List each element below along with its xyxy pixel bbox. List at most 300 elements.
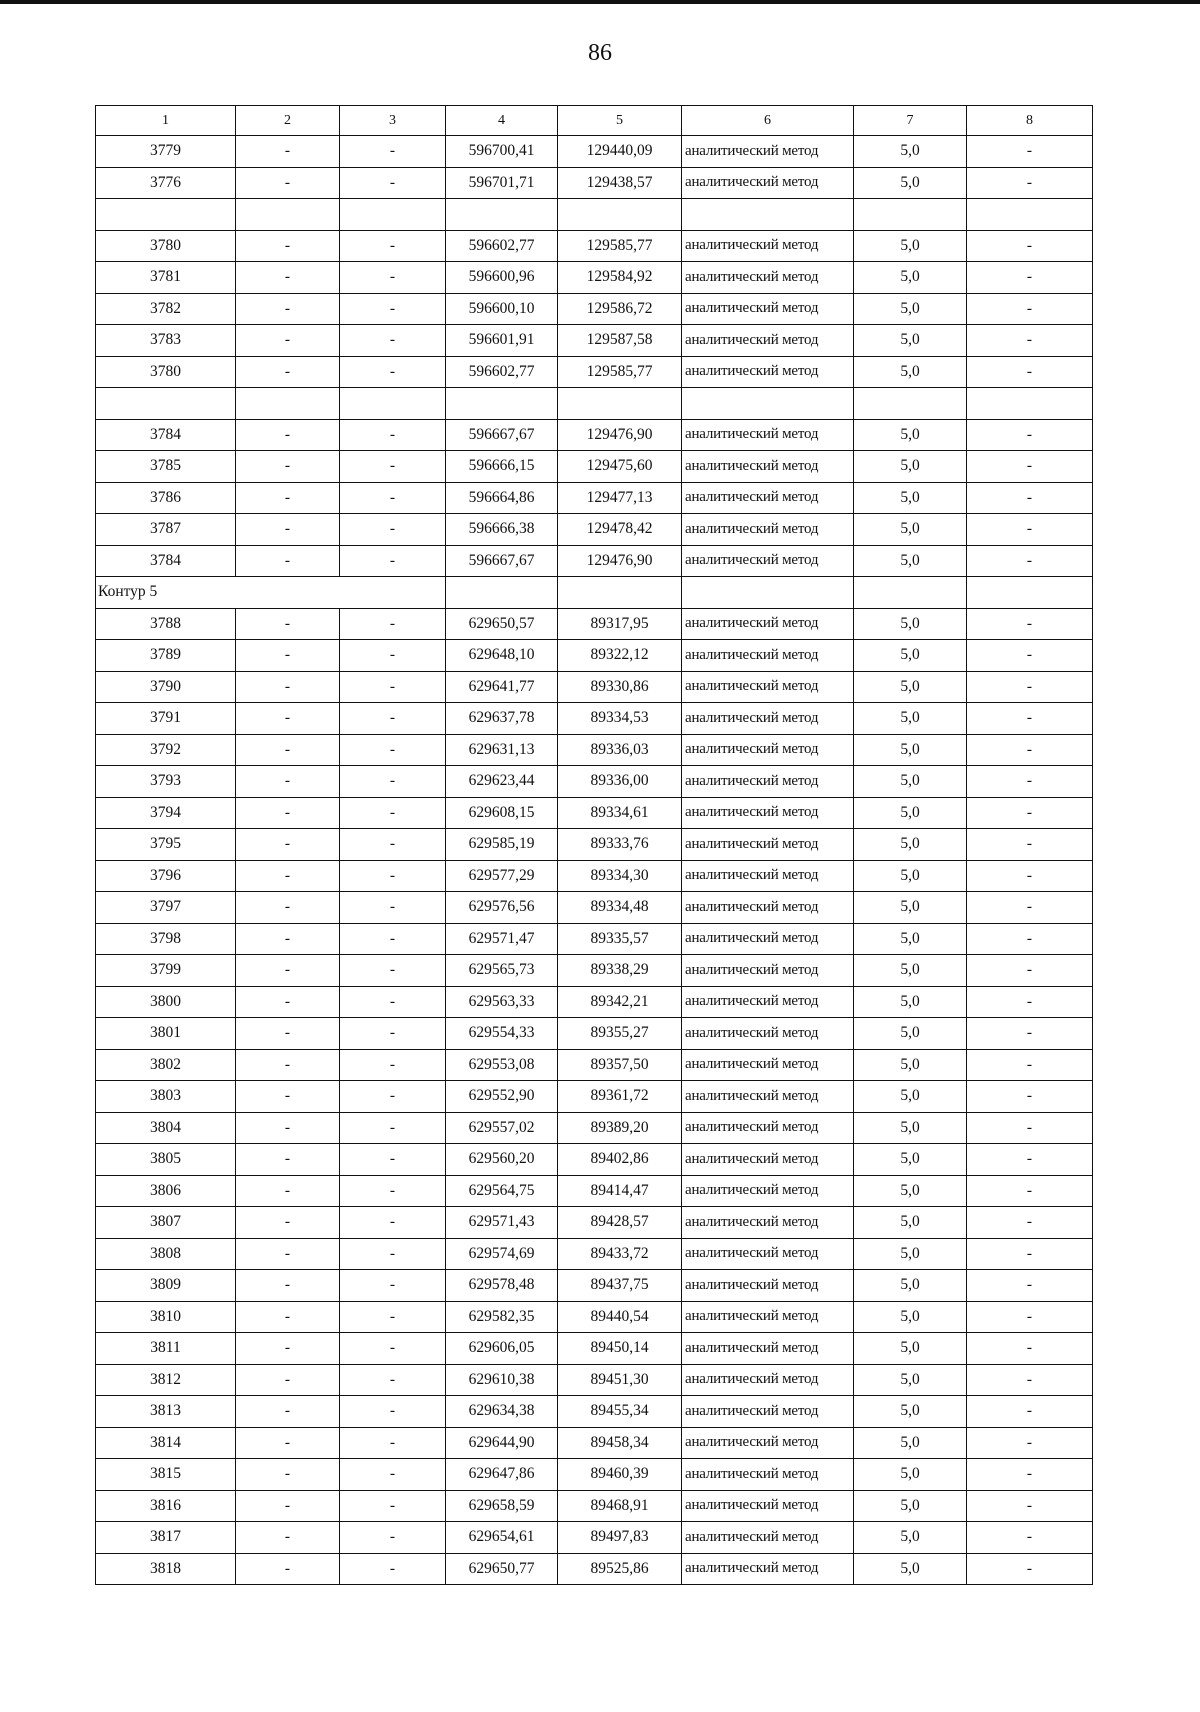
method-cell: аналитический метод	[682, 1175, 854, 1207]
x-coordinate-cell: 629641,77	[446, 671, 558, 703]
column-header: 8	[967, 106, 1093, 136]
col8-cell: -	[967, 1018, 1093, 1050]
table-row	[96, 136, 1093, 168]
accuracy-cell: 5,0	[854, 1553, 967, 1585]
col2-cell: -	[236, 1238, 340, 1270]
y-coordinate-cell: 89322,12	[558, 640, 682, 672]
table-row	[96, 482, 1093, 514]
accuracy-cell: 5,0	[854, 1081, 967, 1113]
point-number-cell: 3791	[96, 703, 236, 735]
table-row	[96, 860, 1093, 892]
x-coordinate-cell: 629623,44	[446, 766, 558, 798]
y-coordinate-cell: 89428,57	[558, 1207, 682, 1239]
y-coordinate-cell: 89455,34	[558, 1396, 682, 1428]
y-coordinate-cell: 89336,03	[558, 734, 682, 766]
col2-cell: -	[236, 797, 340, 829]
method-cell: аналитический метод	[682, 1427, 854, 1459]
table-row	[96, 545, 1093, 577]
point-number-cell: 3784	[96, 419, 236, 451]
col3-cell: -	[340, 1396, 446, 1428]
method-cell: аналитический метод	[682, 545, 854, 577]
col3-cell: -	[340, 325, 446, 357]
empty-cell	[967, 388, 1093, 420]
col2-cell: -	[236, 1396, 340, 1428]
accuracy-cell: 5,0	[854, 1144, 967, 1176]
empty-cell	[854, 388, 967, 420]
accuracy-cell: 5,0	[854, 1112, 967, 1144]
point-number-cell: 3780	[96, 356, 236, 388]
col2-cell: -	[236, 167, 340, 199]
table-row	[96, 955, 1093, 987]
col8-cell: -	[967, 230, 1093, 262]
col8-cell: -	[967, 1364, 1093, 1396]
col8-cell: -	[967, 1270, 1093, 1302]
col2-cell: -	[236, 608, 340, 640]
point-number-cell: 3798	[96, 923, 236, 955]
col2-cell: -	[236, 1270, 340, 1302]
col2-cell: -	[236, 829, 340, 861]
y-coordinate-cell: 89357,50	[558, 1049, 682, 1081]
x-coordinate-cell: 629637,78	[446, 703, 558, 735]
table-row	[96, 1270, 1093, 1302]
col3-cell: -	[340, 703, 446, 735]
x-coordinate-cell: 596666,38	[446, 514, 558, 546]
col3-cell: -	[340, 1553, 446, 1585]
accuracy-cell: 5,0	[854, 419, 967, 451]
table-row	[96, 703, 1093, 735]
method-cell: аналитический метод	[682, 1144, 854, 1176]
accuracy-cell: 5,0	[854, 955, 967, 987]
empty-cell	[340, 199, 446, 231]
y-coordinate-cell: 89440,54	[558, 1301, 682, 1333]
x-coordinate-cell: 629634,38	[446, 1396, 558, 1428]
method-cell: аналитический метод	[682, 1396, 854, 1428]
col8-cell: -	[967, 325, 1093, 357]
x-coordinate-cell: 629564,75	[446, 1175, 558, 1207]
accuracy-cell: 5,0	[854, 325, 967, 357]
table-row	[96, 640, 1093, 672]
col2-cell: -	[236, 923, 340, 955]
col3-cell: -	[340, 1018, 446, 1050]
coordinates-table	[95, 105, 1093, 1585]
table-row	[96, 514, 1093, 546]
method-cell: аналитический метод	[682, 923, 854, 955]
col2-cell: -	[236, 545, 340, 577]
col2-cell: -	[236, 1522, 340, 1554]
y-coordinate-cell: 89414,47	[558, 1175, 682, 1207]
method-cell: аналитический метод	[682, 293, 854, 325]
method-cell: аналитический метод	[682, 1112, 854, 1144]
col3-cell: -	[340, 671, 446, 703]
x-coordinate-cell: 629585,19	[446, 829, 558, 861]
accuracy-cell: 5,0	[854, 356, 967, 388]
y-coordinate-cell: 89402,86	[558, 1144, 682, 1176]
method-cell: аналитический метод	[682, 451, 854, 483]
col8-cell: -	[967, 1144, 1093, 1176]
x-coordinate-cell: 596667,67	[446, 419, 558, 451]
accuracy-cell: 5,0	[854, 1459, 967, 1491]
col2-cell: -	[236, 1207, 340, 1239]
x-coordinate-cell: 629647,86	[446, 1459, 558, 1491]
point-number-cell: 3814	[96, 1427, 236, 1459]
col3-cell: -	[340, 1364, 446, 1396]
col2-cell: -	[236, 262, 340, 294]
point-number-cell: 3810	[96, 1301, 236, 1333]
method-cell: аналитический метод	[682, 1522, 854, 1554]
y-coordinate-cell: 129584,92	[558, 262, 682, 294]
accuracy-cell: 5,0	[854, 734, 967, 766]
col2-cell: -	[236, 514, 340, 546]
empty-cell	[236, 199, 340, 231]
col3-cell: -	[340, 860, 446, 892]
point-number-cell: 3789	[96, 640, 236, 672]
empty-cell	[236, 388, 340, 420]
point-number-cell: 3781	[96, 262, 236, 294]
col3-cell: -	[340, 923, 446, 955]
empty-cell	[558, 388, 682, 420]
y-coordinate-cell: 89450,14	[558, 1333, 682, 1365]
col2-cell: -	[236, 293, 340, 325]
y-coordinate-cell: 89342,21	[558, 986, 682, 1018]
table-row	[96, 986, 1093, 1018]
y-coordinate-cell: 89330,86	[558, 671, 682, 703]
accuracy-cell: 5,0	[854, 167, 967, 199]
accuracy-cell: 5,0	[854, 1333, 967, 1365]
method-cell: аналитический метод	[682, 514, 854, 546]
header-row	[96, 106, 1093, 136]
table-row	[96, 293, 1093, 325]
col8-cell: -	[967, 167, 1093, 199]
col3-cell: -	[340, 1049, 446, 1081]
method-cell: аналитический метод	[682, 1553, 854, 1585]
table-row	[96, 1490, 1093, 1522]
y-coordinate-cell: 89334,48	[558, 892, 682, 924]
accuracy-cell: 5,0	[854, 545, 967, 577]
x-coordinate-cell: 629557,02	[446, 1112, 558, 1144]
accuracy-cell: 5,0	[854, 1175, 967, 1207]
table-row	[96, 262, 1093, 294]
point-number-cell: 3776	[96, 167, 236, 199]
col3-cell: -	[340, 136, 446, 168]
col8-cell: -	[967, 766, 1093, 798]
x-coordinate-cell: 629552,90	[446, 1081, 558, 1113]
table-row	[96, 1081, 1093, 1113]
table-row	[96, 419, 1093, 451]
col2-cell: -	[236, 640, 340, 672]
method-cell: аналитический метод	[682, 419, 854, 451]
x-coordinate-cell: 629571,47	[446, 923, 558, 955]
point-number-cell: 3803	[96, 1081, 236, 1113]
col8-cell: -	[967, 640, 1093, 672]
y-coordinate-cell: 89451,30	[558, 1364, 682, 1396]
empty-cell	[96, 388, 236, 420]
x-coordinate-cell: 629648,10	[446, 640, 558, 672]
y-coordinate-cell: 89336,00	[558, 766, 682, 798]
x-coordinate-cell: 629631,13	[446, 734, 558, 766]
y-coordinate-cell: 89317,95	[558, 608, 682, 640]
column-header: 7	[854, 106, 967, 136]
table-row	[96, 671, 1093, 703]
accuracy-cell: 5,0	[854, 1207, 967, 1239]
x-coordinate-cell: 629606,05	[446, 1333, 558, 1365]
column-header: 6	[682, 106, 854, 136]
y-coordinate-cell: 129587,58	[558, 325, 682, 357]
col3-cell: -	[340, 1207, 446, 1239]
accuracy-cell: 5,0	[854, 514, 967, 546]
point-number-cell: 3806	[96, 1175, 236, 1207]
col3-cell: -	[340, 293, 446, 325]
table-row	[96, 1553, 1093, 1585]
col8-cell: -	[967, 955, 1093, 987]
point-number-cell: 3809	[96, 1270, 236, 1302]
point-number-cell: 3801	[96, 1018, 236, 1050]
method-cell: аналитический метод	[682, 1238, 854, 1270]
table-row	[96, 766, 1093, 798]
col8-cell: -	[967, 482, 1093, 514]
y-coordinate-cell: 129440,09	[558, 136, 682, 168]
x-coordinate-cell: 629571,43	[446, 1207, 558, 1239]
point-number-cell: 3795	[96, 829, 236, 861]
method-cell: аналитический метод	[682, 955, 854, 987]
point-number-cell: 3816	[96, 1490, 236, 1522]
y-coordinate-cell: 89333,76	[558, 829, 682, 861]
point-number-cell: 3790	[96, 671, 236, 703]
table-row	[96, 923, 1093, 955]
accuracy-cell: 5,0	[854, 293, 967, 325]
table-row	[96, 356, 1093, 388]
x-coordinate-cell: 629563,33	[446, 986, 558, 1018]
col2-cell: -	[236, 419, 340, 451]
table-row	[96, 1396, 1093, 1428]
method-cell: аналитический метод	[682, 892, 854, 924]
col2-cell: -	[236, 1427, 340, 1459]
y-coordinate-cell: 89433,72	[558, 1238, 682, 1270]
method-cell: аналитический метод	[682, 230, 854, 262]
col2-cell: -	[236, 860, 340, 892]
empty-cell	[558, 199, 682, 231]
col2-cell: -	[236, 734, 340, 766]
accuracy-cell: 5,0	[854, 892, 967, 924]
point-number-cell: 3808	[96, 1238, 236, 1270]
col2-cell: -	[236, 230, 340, 262]
accuracy-cell: 5,0	[854, 1238, 967, 1270]
col2-cell: -	[236, 1459, 340, 1491]
table-row	[96, 1301, 1093, 1333]
col8-cell: -	[967, 1207, 1093, 1239]
accuracy-cell: 5,0	[854, 451, 967, 483]
y-coordinate-cell: 89525,86	[558, 1553, 682, 1585]
method-cell: аналитический метод	[682, 325, 854, 357]
accuracy-cell: 5,0	[854, 482, 967, 514]
col2-cell: -	[236, 766, 340, 798]
method-cell: аналитический метод	[682, 167, 854, 199]
col3-cell: -	[340, 640, 446, 672]
col3-cell: -	[340, 986, 446, 1018]
point-number-cell: 3800	[96, 986, 236, 1018]
col3-cell: -	[340, 1522, 446, 1554]
method-cell: аналитический метод	[682, 829, 854, 861]
empty-cell	[682, 577, 854, 609]
x-coordinate-cell: 629577,29	[446, 860, 558, 892]
point-number-cell: 3797	[96, 892, 236, 924]
column-header: 2	[236, 106, 340, 136]
x-coordinate-cell: 596701,71	[446, 167, 558, 199]
point-number-cell: 3779	[96, 136, 236, 168]
x-coordinate-cell: 629650,77	[446, 1553, 558, 1585]
table-row	[96, 451, 1093, 483]
accuracy-cell: 5,0	[854, 986, 967, 1018]
x-coordinate-cell: 596601,91	[446, 325, 558, 357]
table-row	[96, 1459, 1093, 1491]
col3-cell: -	[340, 356, 446, 388]
table-row	[96, 1018, 1093, 1050]
accuracy-cell: 5,0	[854, 1490, 967, 1522]
x-coordinate-cell: 629608,15	[446, 797, 558, 829]
method-cell: аналитический метод	[682, 986, 854, 1018]
col3-cell: -	[340, 608, 446, 640]
col8-cell: -	[967, 514, 1093, 546]
x-coordinate-cell: 629554,33	[446, 1018, 558, 1050]
x-coordinate-cell: 629553,08	[446, 1049, 558, 1081]
col2-cell: -	[236, 1049, 340, 1081]
col2-cell: -	[236, 1081, 340, 1113]
accuracy-cell: 5,0	[854, 136, 967, 168]
accuracy-cell: 5,0	[854, 1427, 967, 1459]
col8-cell: -	[967, 1333, 1093, 1365]
col3-cell: -	[340, 1333, 446, 1365]
table-row	[96, 1333, 1093, 1365]
accuracy-cell: 5,0	[854, 797, 967, 829]
y-coordinate-cell: 129438,57	[558, 167, 682, 199]
y-coordinate-cell: 129476,90	[558, 419, 682, 451]
point-number-cell: 3780	[96, 230, 236, 262]
col3-cell: -	[340, 892, 446, 924]
col8-cell: -	[967, 451, 1093, 483]
y-coordinate-cell: 89437,75	[558, 1270, 682, 1302]
table-row	[96, 1238, 1093, 1270]
col3-cell: -	[340, 451, 446, 483]
col2-cell: -	[236, 1018, 340, 1050]
col2-cell: -	[236, 703, 340, 735]
col3-cell: -	[340, 1175, 446, 1207]
y-coordinate-cell: 89335,57	[558, 923, 682, 955]
x-coordinate-cell: 629650,57	[446, 608, 558, 640]
empty-cell	[967, 577, 1093, 609]
x-coordinate-cell: 596600,10	[446, 293, 558, 325]
col8-cell: -	[967, 892, 1093, 924]
table-row	[96, 1427, 1093, 1459]
point-number-cell: 3794	[96, 797, 236, 829]
blank-row	[96, 388, 1093, 420]
x-coordinate-cell: 596600,96	[446, 262, 558, 294]
x-coordinate-cell: 629654,61	[446, 1522, 558, 1554]
accuracy-cell: 5,0	[854, 640, 967, 672]
col2-cell: -	[236, 955, 340, 987]
col8-cell: -	[967, 1459, 1093, 1491]
col2-cell: -	[236, 482, 340, 514]
table-row	[96, 892, 1093, 924]
point-number-cell: 3812	[96, 1364, 236, 1396]
accuracy-cell: 5,0	[854, 262, 967, 294]
col2-cell: -	[236, 451, 340, 483]
col2-cell: -	[236, 1364, 340, 1396]
method-cell: аналитический метод	[682, 1364, 854, 1396]
col8-cell: -	[967, 1490, 1093, 1522]
empty-cell	[446, 388, 558, 420]
col8-cell: -	[967, 1049, 1093, 1081]
accuracy-cell: 5,0	[854, 860, 967, 892]
col3-cell: -	[340, 1270, 446, 1302]
empty-cell	[558, 577, 682, 609]
col3-cell: -	[340, 545, 446, 577]
method-cell: аналитический метод	[682, 734, 854, 766]
y-coordinate-cell: 129475,60	[558, 451, 682, 483]
col3-cell: -	[340, 262, 446, 294]
point-number-cell: 3802	[96, 1049, 236, 1081]
y-coordinate-cell: 129585,77	[558, 356, 682, 388]
col3-cell: -	[340, 1081, 446, 1113]
method-cell: аналитический метод	[682, 1049, 854, 1081]
top-rule	[0, 0, 1200, 4]
y-coordinate-cell: 129586,72	[558, 293, 682, 325]
col3-cell: -	[340, 955, 446, 987]
point-number-cell: 3815	[96, 1459, 236, 1491]
col8-cell: -	[967, 419, 1093, 451]
col2-cell: -	[236, 356, 340, 388]
col2-cell: -	[236, 892, 340, 924]
method-cell: аналитический метод	[682, 1018, 854, 1050]
method-cell: аналитический метод	[682, 482, 854, 514]
col2-cell: -	[236, 136, 340, 168]
method-cell: аналитический метод	[682, 860, 854, 892]
column-header: 5	[558, 106, 682, 136]
table-header	[96, 106, 1093, 136]
x-coordinate-cell: 596664,86	[446, 482, 558, 514]
col8-cell: -	[967, 608, 1093, 640]
column-header: 4	[446, 106, 558, 136]
empty-cell	[682, 199, 854, 231]
contour-label: Контур 5	[96, 577, 446, 609]
empty-cell	[967, 199, 1093, 231]
method-cell: аналитический метод	[682, 671, 854, 703]
accuracy-cell: 5,0	[854, 608, 967, 640]
col3-cell: -	[340, 419, 446, 451]
point-number-cell: 3792	[96, 734, 236, 766]
method-cell: аналитический метод	[682, 1207, 854, 1239]
method-cell: аналитический метод	[682, 640, 854, 672]
method-cell: аналитический метод	[682, 1490, 854, 1522]
col3-cell: -	[340, 1459, 446, 1491]
point-number-cell: 3818	[96, 1553, 236, 1585]
col2-cell: -	[236, 671, 340, 703]
table-row	[96, 1144, 1093, 1176]
column-header: 1	[96, 106, 236, 136]
point-number-cell: 3811	[96, 1333, 236, 1365]
point-number-cell: 3813	[96, 1396, 236, 1428]
empty-cell	[96, 199, 236, 231]
y-coordinate-cell: 129478,42	[558, 514, 682, 546]
col8-cell: -	[967, 1112, 1093, 1144]
x-coordinate-cell: 629582,35	[446, 1301, 558, 1333]
col2-cell: -	[236, 1144, 340, 1176]
point-number-cell: 3788	[96, 608, 236, 640]
accuracy-cell: 5,0	[854, 1301, 967, 1333]
x-coordinate-cell: 596667,67	[446, 545, 558, 577]
blank-row	[96, 199, 1093, 231]
table-row	[96, 230, 1093, 262]
table-body	[96, 136, 1093, 1585]
col8-cell: -	[967, 829, 1093, 861]
